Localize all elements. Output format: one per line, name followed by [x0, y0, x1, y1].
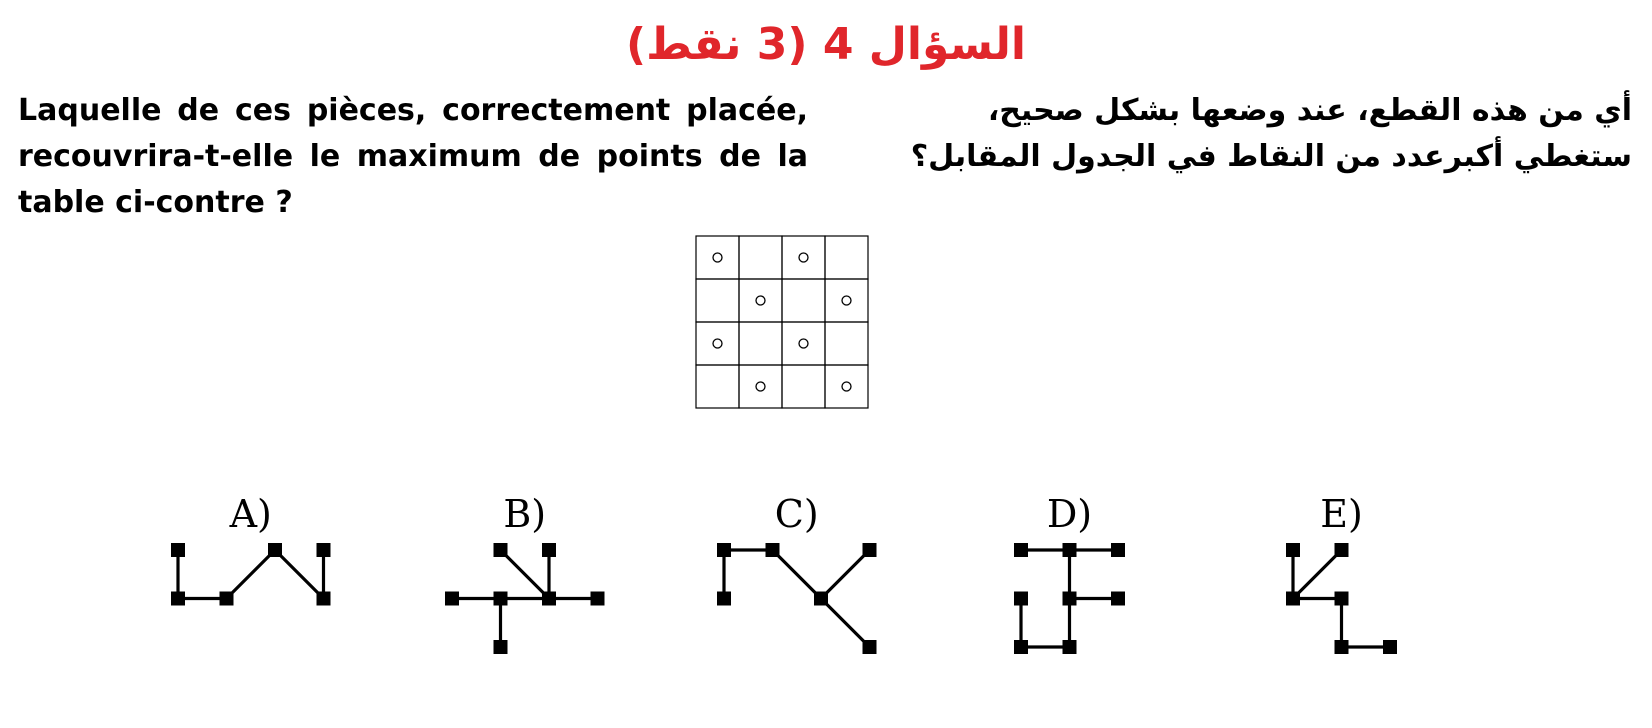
- option-b-node: [542, 592, 556, 606]
- option-e-node: [1383, 640, 1397, 654]
- option-c-label: C): [774, 492, 819, 536]
- option-c-node: [814, 592, 828, 606]
- option-d-node: [1014, 592, 1028, 606]
- option-a-edge: [227, 550, 276, 599]
- grid-cell: [825, 236, 868, 279]
- option-c[interactable]: [717, 492, 877, 654]
- option-e-edge: [1293, 550, 1342, 599]
- option-d-node: [1111, 543, 1125, 557]
- grid-dot: [756, 296, 765, 305]
- grid-dot: [756, 382, 765, 391]
- option-c-node: [717, 592, 731, 606]
- grid-dot: [842, 382, 851, 391]
- option-d-node: [1111, 592, 1125, 606]
- option-e-node: [1286, 543, 1300, 557]
- option-b[interactable]: [445, 492, 605, 654]
- option-b-node: [494, 543, 508, 557]
- option-c-edge: [773, 550, 822, 599]
- grid-dot: [799, 339, 808, 348]
- option-a-label: A): [229, 492, 272, 536]
- option-c-node: [766, 543, 780, 557]
- option-a[interactable]: [171, 492, 331, 606]
- option-e[interactable]: [1286, 492, 1397, 654]
- option-a-edge: [275, 550, 324, 599]
- option-e-node: [1335, 543, 1349, 557]
- grid-dot: [842, 296, 851, 305]
- option-e-node: [1335, 640, 1349, 654]
- option-b-node: [591, 592, 605, 606]
- question-title: السؤال 4 (3 نقط): [626, 19, 1026, 70]
- grid-cell: [782, 279, 825, 322]
- grid-cell: [825, 322, 868, 365]
- option-b-node: [445, 592, 459, 606]
- option-c-node: [863, 640, 877, 654]
- option-c-edge: [821, 550, 870, 599]
- dot-grid: [696, 236, 868, 408]
- option-e-node: [1286, 592, 1300, 606]
- grid-cell: [782, 365, 825, 408]
- option-d-node: [1014, 640, 1028, 654]
- grid-cell: [696, 365, 739, 408]
- option-a-node: [317, 543, 331, 557]
- option-d[interactable]: [1014, 492, 1125, 654]
- option-c-node: [717, 543, 731, 557]
- option-a-node: [220, 592, 234, 606]
- option-b-node: [542, 543, 556, 557]
- option-d-node: [1014, 543, 1028, 557]
- option-a-node: [317, 592, 331, 606]
- option-e-label: E): [1320, 492, 1363, 536]
- grid-cell: [696, 279, 739, 322]
- grid-cell: [739, 322, 782, 365]
- grid-dot: [713, 253, 722, 262]
- grid-dot: [713, 339, 722, 348]
- option-e-node: [1335, 592, 1349, 606]
- option-a-node: [268, 543, 282, 557]
- option-b-label: B): [503, 492, 547, 536]
- option-b-edge: [501, 550, 550, 599]
- option-d-label: D): [1046, 492, 1093, 536]
- question-text-french: Laquelle de ces pièces, correctement placée, recouvrira-t-elle le maximum de points de la table ci-contre ?: [18, 93, 808, 220]
- option-d-node: [1063, 592, 1077, 606]
- option-d-node: [1063, 543, 1077, 557]
- option-c-node: [863, 543, 877, 557]
- option-c-edge: [821, 599, 870, 648]
- option-b-node: [494, 640, 508, 654]
- grid-cell: [739, 236, 782, 279]
- option-d-node: [1063, 640, 1077, 654]
- option-a-node: [171, 543, 185, 557]
- question-text-arabic: أي من هذه القطع، عند وضعها بشكل صحيح، ستغطي أكبرعدد من النقاط في الجدول المقابل؟: [910, 93, 1632, 174]
- grid-dot: [799, 253, 808, 262]
- option-a-node: [171, 592, 185, 606]
- option-b-node: [494, 592, 508, 606]
